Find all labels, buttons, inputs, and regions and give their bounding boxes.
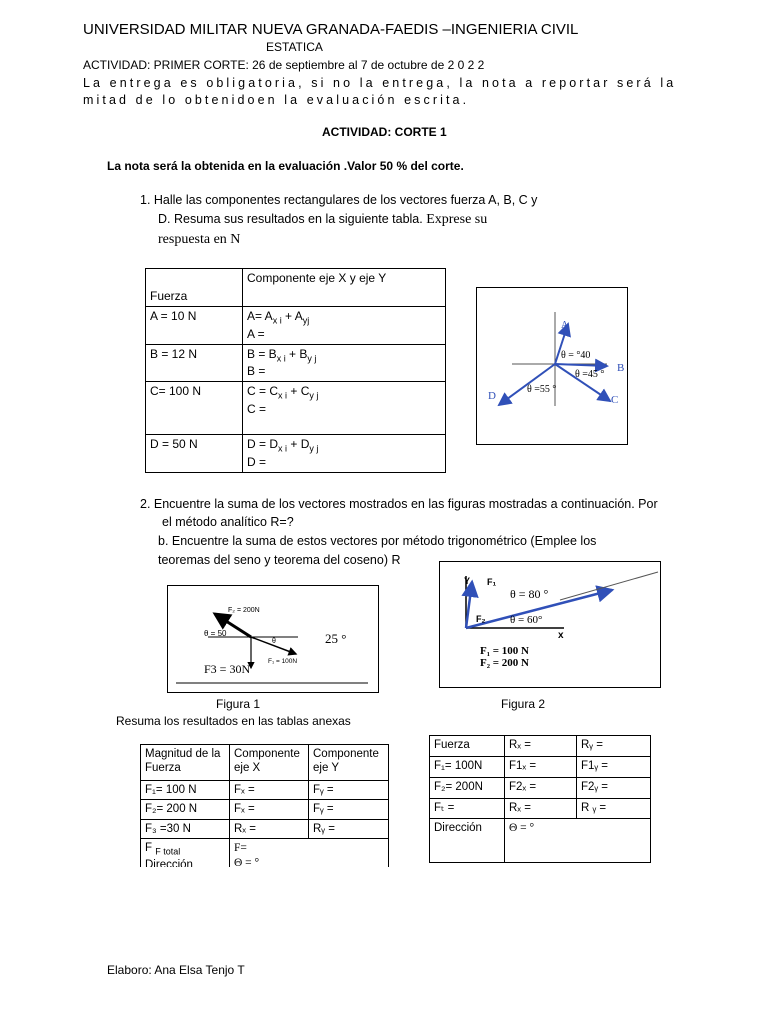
label-c: C bbox=[611, 394, 619, 406]
table-row bbox=[146, 307, 446, 345]
force-cell: A = 10 N bbox=[146, 307, 243, 345]
table-cell: Rₓ = bbox=[505, 736, 577, 757]
label-a: A bbox=[561, 320, 569, 331]
force-cell: C= 100 N bbox=[146, 382, 243, 435]
table-cell: Rₓ = bbox=[505, 799, 577, 819]
table-cell: Fᵧ = bbox=[309, 781, 389, 800]
table-cell: Rₓ = bbox=[230, 819, 309, 838]
activity-dates: ACTIVIDAD: PRIMER CORTE: 26 de septiembre al 7 de octubre de 2 0 2 2 bbox=[83, 58, 485, 72]
table-row bbox=[430, 736, 651, 757]
reference-line bbox=[560, 572, 658, 600]
table-2-header-magnitude: Magnitud de la Fuerza bbox=[141, 745, 230, 781]
figure-2 bbox=[439, 561, 661, 688]
table-cell: Dirección bbox=[430, 819, 505, 863]
f2-label: F₂ = 200N bbox=[228, 607, 260, 614]
f2-label: F₂ bbox=[476, 614, 486, 624]
f1-label: F₁ bbox=[487, 577, 497, 587]
table-cell: Rᵧ = bbox=[309, 819, 389, 838]
vector-diagram-1 bbox=[476, 287, 628, 445]
header-components: Componente eje X y eje Y bbox=[243, 269, 446, 307]
q2-line-1: 2. Encuentre la suma de los vectores mostrados en las figuras mostradas a continuación. Por bbox=[140, 497, 658, 511]
table-2-header-x: Componente eje X bbox=[230, 745, 309, 781]
table-cell: F2ₓ = bbox=[505, 778, 577, 799]
force-cell: D = 50 N bbox=[146, 435, 243, 473]
angle-a-label: θ = °40 bbox=[561, 350, 591, 361]
table-row bbox=[146, 382, 446, 435]
angle-2-label: θ = 60° bbox=[510, 614, 543, 626]
subject-title: ESTATICA bbox=[266, 40, 323, 54]
angle-small-label: θ bbox=[272, 638, 276, 645]
table-row bbox=[430, 757, 651, 778]
table-cell: Fᵧ = bbox=[309, 800, 389, 819]
table-cell: F1ₓ = bbox=[505, 757, 577, 778]
table-cell: F= Θ = ° bbox=[230, 839, 389, 867]
summary-text: Resuma los resultados en las tablas anexas bbox=[116, 714, 351, 728]
f2-value: F₂ = 200 N bbox=[480, 657, 529, 669]
figure-2-caption: Figura 2 bbox=[501, 697, 546, 711]
table-row bbox=[430, 799, 651, 819]
table-cell: Fₜ = bbox=[430, 799, 505, 819]
q1-line-2: D. Resuma sus resultados en la siguiente tabla. Exprese su bbox=[158, 212, 488, 227]
angle-d-label: θ =55 ° bbox=[527, 384, 557, 395]
force-cell: B = 12 N bbox=[146, 344, 243, 382]
table-2-header-y: Componente eje Y bbox=[309, 745, 389, 781]
q2-line-4: teoremas del seno y teorema del coseno) R bbox=[158, 553, 401, 567]
university-title: UNIVERSIDAD MILITAR NUEVA GRANADA-FAEDIS –INGENIERIA CIVIL bbox=[83, 21, 579, 38]
table-cell: Fuerza bbox=[430, 736, 505, 757]
table-cell: Θ = ° bbox=[505, 819, 651, 863]
table-cell: F₁= 100N bbox=[430, 757, 505, 778]
table-row bbox=[430, 778, 651, 799]
table-row bbox=[146, 435, 446, 473]
q2-line-2: el método analítico R=? bbox=[162, 515, 294, 529]
grade-note: La nota será la obtenida en la evaluación .Valor 50 % del corte. bbox=[107, 159, 464, 173]
label-b: B bbox=[617, 362, 625, 374]
y-axis-label: Y bbox=[464, 576, 471, 586]
table-cell: F₂= 200 N bbox=[141, 800, 230, 819]
figure-2-svg bbox=[440, 562, 660, 687]
header-force: Fuerza bbox=[146, 269, 243, 307]
notice-line-2: mitad de lo obtenidoen la evaluación escrita. bbox=[83, 93, 470, 107]
components-table bbox=[145, 268, 446, 473]
table-row bbox=[141, 839, 389, 867]
q1-line-3: respuesta en N bbox=[158, 232, 241, 247]
footer-author: Elaboro: Ana Elsa Tenjo T bbox=[107, 963, 245, 977]
figure-1 bbox=[167, 585, 379, 693]
table-cell: R ᵧ = bbox=[577, 799, 651, 819]
component-cell: $A= A_{x i} + A_{yj}$ A = bbox=[243, 307, 446, 345]
table-cell: F₃ =30 N bbox=[141, 819, 230, 838]
label-d: D bbox=[488, 390, 496, 402]
table-row bbox=[430, 819, 651, 863]
f1-value: F₁ = 100 N bbox=[480, 645, 529, 657]
angle-b-label: θ =45 ° bbox=[575, 369, 605, 380]
table-2-wrapper bbox=[140, 744, 392, 867]
table-2 bbox=[140, 744, 389, 867]
table-3 bbox=[429, 735, 651, 863]
table-row bbox=[141, 781, 389, 800]
angle-right-label: 25 ° bbox=[325, 631, 347, 646]
component-cell: $B = B_{x i} + B_{y j}$ B = bbox=[243, 344, 446, 382]
vector-f1 bbox=[466, 582, 472, 628]
f1-label: F₁ = 100N bbox=[268, 658, 298, 665]
table-cell: Fₓ = bbox=[230, 781, 309, 800]
vector-diagram-1-svg bbox=[477, 288, 627, 444]
q1-line-1: 1. Halle las componentes rectangulares de los vectores fuerza A, B, C y bbox=[140, 193, 538, 207]
table-cell: Fₓ = bbox=[230, 800, 309, 819]
x-axis-label: x bbox=[558, 630, 564, 641]
component-cell: $C = C_{x i} + C_{y j}$ C = bbox=[243, 382, 446, 435]
component-cell: $D = D_{x i} + D_{y j}$ D = bbox=[243, 435, 446, 473]
table-cell: F₂= 200N bbox=[430, 778, 505, 799]
table-cell: F1ᵧ = bbox=[577, 757, 651, 778]
q2-line-3: b. Encuentre la suma de estos vectores por método trigonométrico (Emplee los bbox=[158, 534, 597, 548]
table-row bbox=[146, 344, 446, 382]
notice-line-1: La entrega es obligatoria, si no la entrega, la nota a reportar será la bbox=[83, 76, 677, 90]
table-row bbox=[141, 800, 389, 819]
table-row bbox=[141, 819, 389, 838]
angle-1-label: θ = 80 ° bbox=[510, 587, 549, 601]
figure-1-svg bbox=[168, 586, 378, 692]
f3-label: F3 = 30N bbox=[204, 662, 251, 676]
angle-left-label: θ = 50 bbox=[204, 629, 227, 638]
table-cell: F₁= 100 N bbox=[141, 781, 230, 800]
table-cell: Rᵧ = bbox=[577, 736, 651, 757]
activity-title: ACTIVIDAD: CORTE 1 bbox=[322, 125, 447, 139]
table-cell: F $_{F total}$ Dirección bbox=[141, 839, 230, 867]
table-cell: F2ᵧ = bbox=[577, 778, 651, 799]
figure-1-caption: Figura 1 bbox=[216, 697, 261, 711]
